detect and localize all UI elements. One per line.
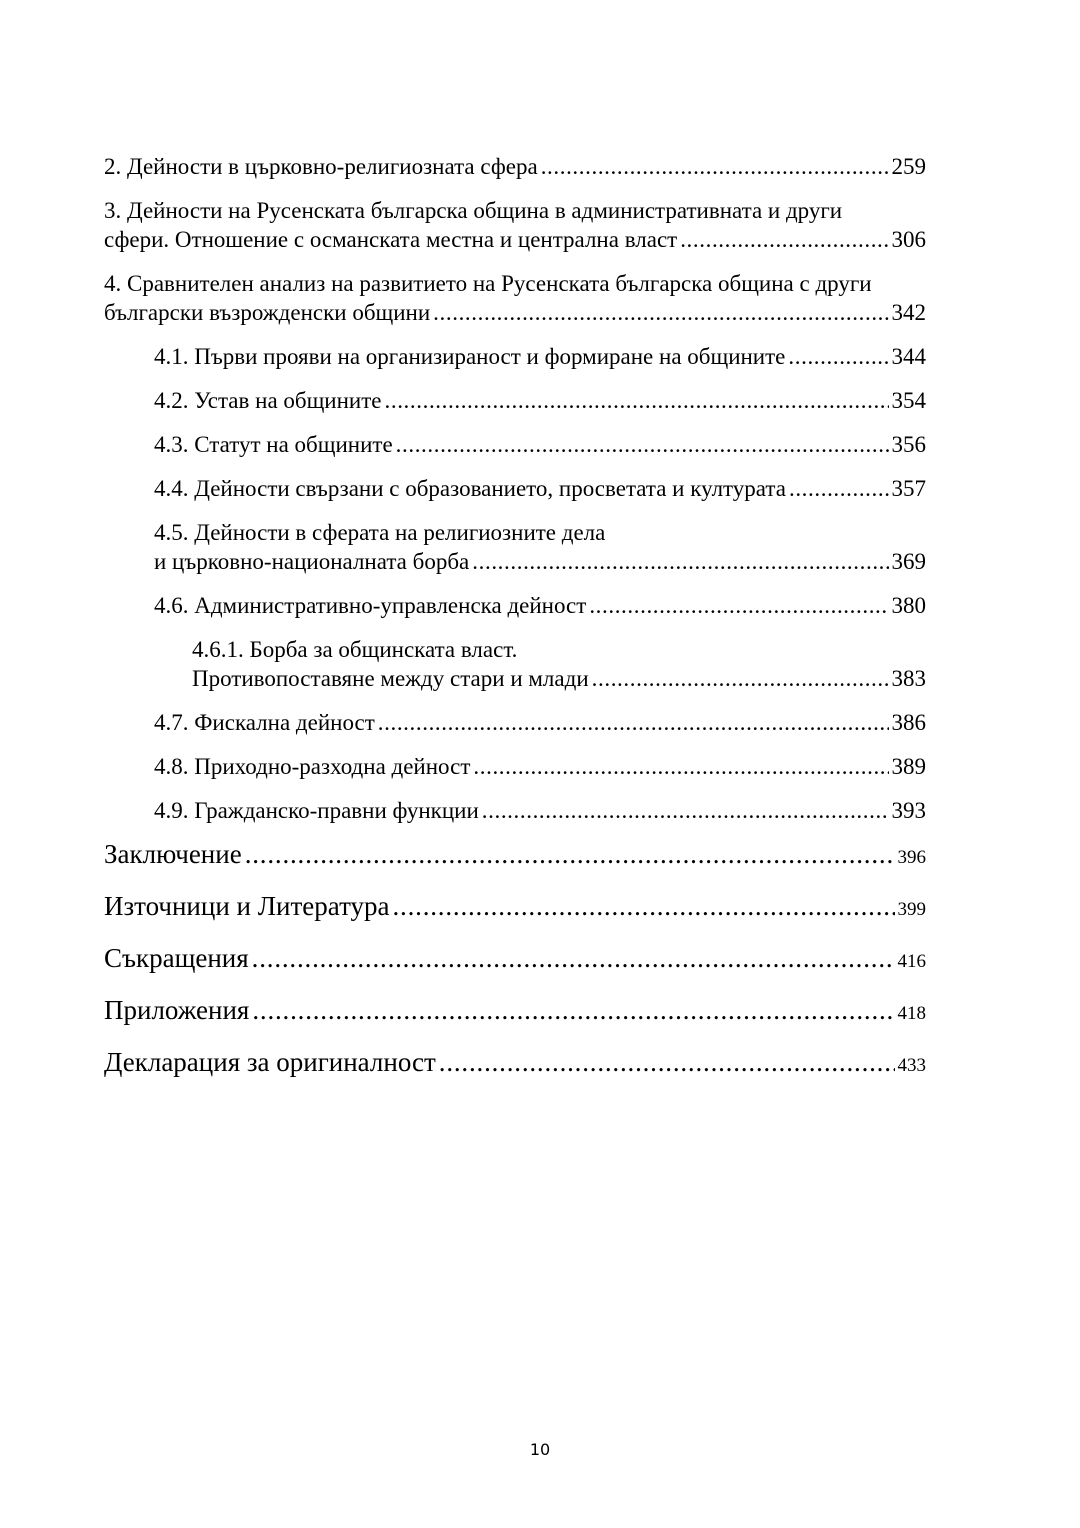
page-number: 10 (529, 1440, 551, 1459)
toc-entry-title: Заключение (104, 839, 242, 869)
toc-entry-title: и църковно-националната борба (154, 549, 470, 574)
toc-chapter-entry[interactable] (104, 837, 926, 875)
toc-entry-page: 259 (891, 154, 926, 179)
toc-entry-page: 356 (891, 432, 926, 457)
toc-entry[interactable] (104, 152, 926, 181)
dot-leader (789, 474, 889, 503)
dot-leader (378, 708, 889, 737)
toc-entry[interactable] (104, 635, 926, 693)
toc-entry-page: 399 (897, 899, 926, 920)
toc-entry-page: 418 (897, 1003, 926, 1024)
toc-entry[interactable] (104, 196, 926, 254)
dot-leader (385, 386, 889, 415)
dot-leader (589, 591, 888, 620)
toc-entry-title-line: 3. Дейности на Русенската българска община в административната и други (104, 198, 843, 223)
toc-chapter-entry[interactable] (104, 941, 926, 979)
toc-chapter-entry[interactable] (104, 889, 926, 927)
toc-entry-page: 433 (897, 1055, 926, 1076)
toc-chapter-entry[interactable] (104, 993, 926, 1031)
toc-entry-title: български възрожденски общини (104, 300, 431, 325)
toc-entry-title: 4.4. Дейности свързани с образованието, просветата и културата (154, 476, 786, 501)
toc-entry-page: 354 (891, 388, 926, 413)
toc-entry-title: 4.9. Гражданско-правни функции (154, 798, 479, 823)
dot-leader (433, 298, 888, 327)
toc-entry-title: 4.3. Статут на общините (154, 432, 393, 457)
dot-leader (252, 941, 895, 975)
toc-entry-title: 4.1. Първи прояви на организираност и формиране на общините (154, 344, 786, 369)
toc-entry[interactable] (104, 474, 926, 503)
toc-entry-page: 369 (891, 549, 926, 574)
toc-entry-page: 396 (897, 847, 926, 868)
toc-entry-page: 389 (891, 754, 926, 779)
toc-entry-page: 344 (891, 344, 926, 369)
toc-entry-page: 342 (891, 300, 926, 325)
toc-entry-title: Приложения (104, 995, 250, 1025)
dot-leader (482, 796, 889, 825)
toc-entry-title: Съкращения (104, 943, 249, 973)
dot-leader (396, 430, 889, 459)
toc-entry[interactable] (104, 752, 926, 781)
toc-entry-page: 393 (891, 798, 926, 823)
table-of-contents (104, 152, 926, 1083)
toc-entry-title: 4.6. Административно-управленска дейност (154, 593, 587, 618)
dot-leader (680, 225, 888, 254)
toc-entry-page: 383 (891, 666, 926, 691)
toc-entry-title-line: 4.6.1. Борба за общинската власт. (192, 637, 518, 662)
toc-entry-title: 4.7. Фискална дейност (154, 710, 375, 735)
toc-entry-page: 380 (891, 593, 926, 618)
toc-entry-title-line: 4.5. Дейности в сферата на религиозните дела (154, 520, 606, 545)
toc-entry-title: Противопоставяне между стари и млади (192, 666, 589, 691)
dot-leader (541, 152, 889, 181)
toc-entry[interactable] (104, 386, 926, 415)
toc-entry-title: сфери. Отношение с османската местна и централна власт (104, 227, 678, 252)
toc-entry-title: Декларация за оригиналност (104, 1047, 436, 1077)
toc-entry[interactable] (104, 796, 926, 825)
toc-entry[interactable] (104, 342, 926, 371)
toc-entry-page: 306 (891, 227, 926, 252)
toc-entry-page: 357 (891, 476, 926, 501)
dot-leader (592, 664, 889, 693)
toc-entry-title: 2. Дейности в църковно-религиозната сфера (104, 154, 538, 179)
dot-leader (245, 837, 895, 871)
toc-entry[interactable] (104, 430, 926, 459)
toc-entry-title: 4.2. Устав на общините (154, 388, 382, 413)
toc-entry-page: 416 (897, 951, 926, 972)
dot-leader (473, 752, 888, 781)
dot-leader (393, 889, 895, 923)
toc-entry[interactable] (104, 708, 926, 737)
toc-entry-page: 386 (891, 710, 926, 735)
toc-entry-title-line: 4. Сравнителен анализ на развитието на Русенската българска община с други (104, 271, 872, 296)
dot-leader (252, 993, 894, 1027)
toc-entry-title: 4.8. Приходно-разходна дейност (154, 754, 471, 779)
toc-entry-title: Източници и Литература (104, 891, 390, 921)
dot-leader (788, 342, 888, 371)
toc-entry[interactable] (104, 518, 926, 576)
toc-entry[interactable] (104, 591, 926, 620)
toc-entry[interactable] (104, 269, 926, 327)
toc-chapter-entry[interactable] (104, 1045, 926, 1083)
dot-leader (472, 547, 888, 576)
dot-leader (439, 1045, 895, 1079)
